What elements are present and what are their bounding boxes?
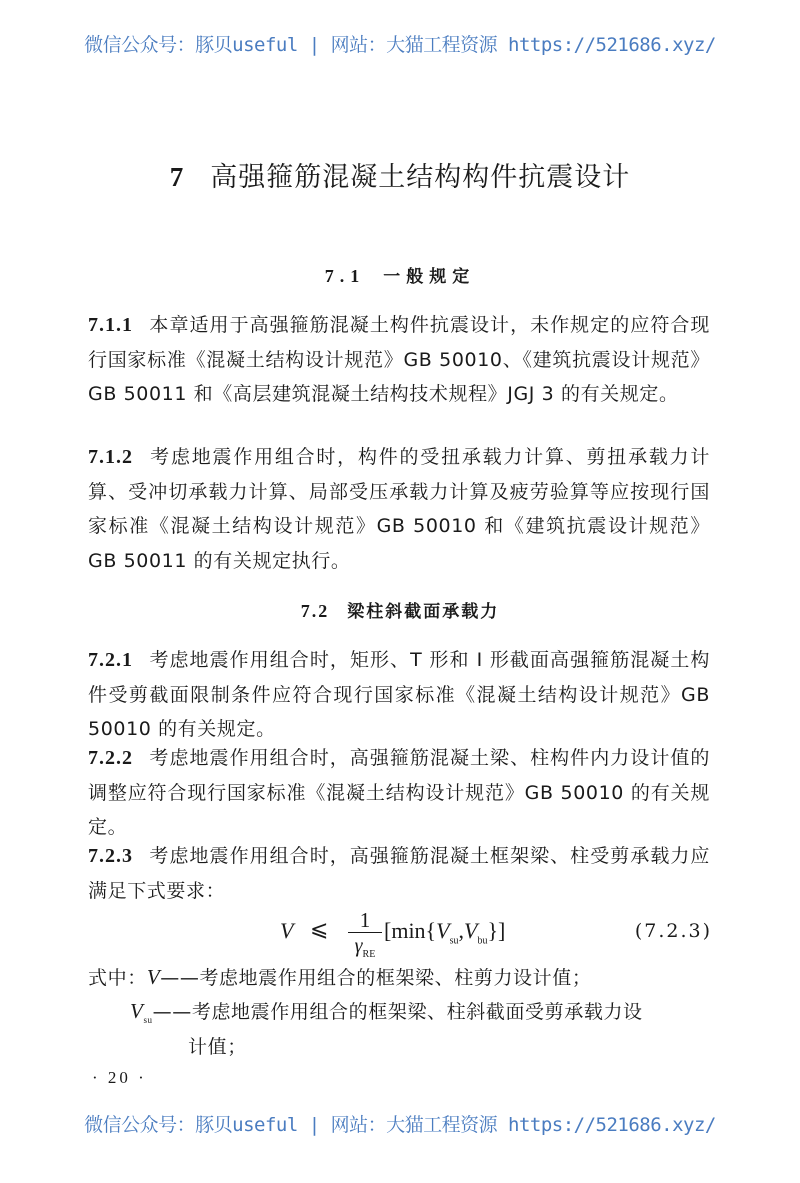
clause-text: 考虑地震作用组合时，高强箍筋混凝土框架梁、柱受剪承载力应满足下式要求： xyxy=(88,845,710,902)
formula-rhs: $[\min\{V_{su},V_{bu}\}]$ xyxy=(384,918,506,947)
clause-number: 7.1.1 xyxy=(88,314,133,336)
clause-number: 7.2.2 xyxy=(88,747,133,769)
equation-number: (7.2.3) xyxy=(634,920,712,942)
clause-text: 本章适用于高强箍筋混凝土构件抗震设计，未作规定的应符合现行国家标准《混凝土结构设计规范》GB 50010、《建筑抗震设计规范》GB 50011 和《高层建筑混凝土结构技术规程》JGJ 3 的有关规定。 xyxy=(88,314,710,405)
clause-text: 考虑地震作用组合时，高强箍筋混凝土梁、柱构件内力设计值的调整应符合现行国家标准《混凝土结构设计规范》GB 50010 的有关规定。 xyxy=(88,747,710,838)
clause-text: 考虑地震作用组合时，矩形、T 形和 I 形截面高强箍筋混凝土构件受剪截面限制条件应符合现行国家标准《混凝土结构设计规范》GB 50010 的有关规定。 xyxy=(88,649,710,740)
formula-fraction: 1 $\gamma_{RE}$ xyxy=(348,908,382,968)
page-number: · 20 · xyxy=(92,1068,147,1087)
clause-7-2-1 xyxy=(88,643,710,747)
chapter-title xyxy=(0,155,800,194)
chapter-title-text: 高强箍筋混凝土结构构件抗震设计 xyxy=(210,162,631,193)
clause-number: 7.2.3 xyxy=(88,845,133,867)
equation-7-2-3 xyxy=(272,908,712,964)
clause-number: 7.1.2 xyxy=(88,446,133,468)
clause-7-2-2 xyxy=(88,741,710,845)
clause-7-1-1 xyxy=(88,308,710,412)
chapter-number: 7 xyxy=(169,162,185,192)
where-item-vsu-continued: 计值； xyxy=(188,1036,247,1058)
clause-text: 考虑地震作用组合时，构件的受扭承载力计算、剪扭承载力计算、受冲切承载力计算、局部受压承载力计算及疲劳验算等应按现行国家标准《混凝土结构设计规范》GB 50010 和《建筑抗震设计规范》GB 50011 的有关规定执行。 xyxy=(88,446,710,572)
section-heading-7-1: 7.1 一般规定 xyxy=(324,266,476,287)
section-heading-7-2: 7.2 梁柱斜截面承载力 xyxy=(300,601,500,622)
formula-lhs: V xyxy=(280,918,294,943)
watermark-top: 微信公众号：豚贝useful | 网站：大猫工程资源 https://521686.xyz/ xyxy=(84,34,716,56)
clause-7-1-2 xyxy=(88,440,710,578)
where-item-vsu: $V_{su}——$考虑地震作用组合的框架梁、柱斜截面受剪承载力设 xyxy=(130,999,643,1025)
where-item-v: 式中：V——考虑地震作用组合的框架梁、柱剪力设计值； xyxy=(88,965,592,989)
formula-relation: ⩽ xyxy=(310,916,329,941)
watermark-bottom: 微信公众号：豚贝useful | 网站：大猫工程资源 https://521686.xyz/ xyxy=(84,1114,716,1136)
clause-number: 7.2.1 xyxy=(88,649,133,671)
clause-7-2-3 xyxy=(88,839,710,908)
